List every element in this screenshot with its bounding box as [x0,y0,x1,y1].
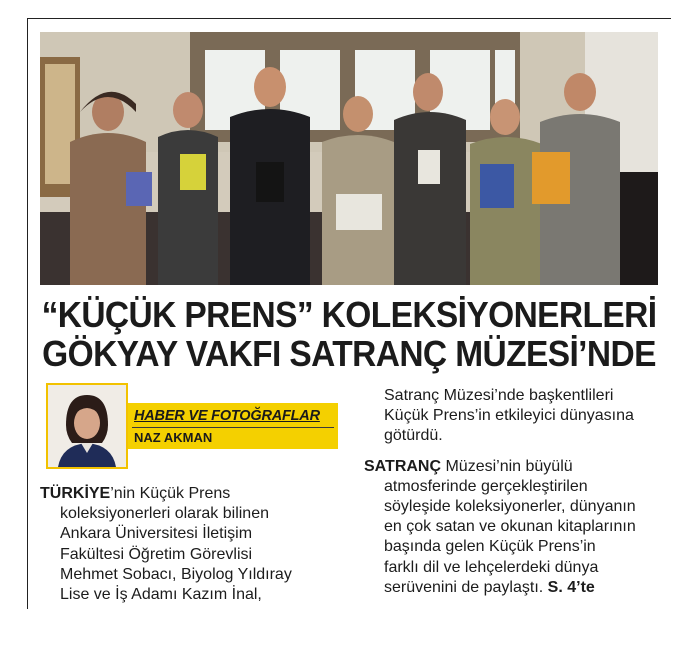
text-line: Fakültesi Öğretim Görevlisi [60,545,253,563]
headline-line-1: “KÜÇÜK PRENS” KOLEKSİYONERLERİ [41,295,657,336]
lead-word-left: TÜRKİYE [40,485,111,502]
text-line: ’nin Küçük Prens [110,485,231,502]
text-line: en çok satan ve okunan kitaplarının [384,518,636,536]
text-line: farklı dil ve lehçelerdeki dünya [384,558,599,576]
headline-line-2: GÖKYAY VAKFI SATRANÇ MÜZESİ’NDE [42,334,656,375]
text-line: Mehmet Sobacı, Biyolog Yıldıray [60,565,292,583]
author-portrait-icon [48,385,126,467]
byline [46,383,336,465]
text-line: serüvenini de paylaştı. [384,578,544,596]
text-line: Ankara Üniversitesi İletişim [60,525,253,543]
text-line: Müzesi’nin büyülü [441,457,573,475]
text-line: başında gelen Küçük Prens’in [384,538,596,556]
article-paragraph-right [364,457,664,477]
article-left-column [40,484,330,605]
text-line: atmosferinde gerçekleştirilen [384,477,588,495]
avatar [46,383,128,469]
byline-divider [132,427,334,428]
text-line: götürdü. [384,427,443,445]
text-line-last [364,578,664,598]
byline-author: NAZ AKMAN [134,430,213,445]
text-line: Satranç Müzesi’nde başkentlileri [384,387,614,404]
group-photo-icon [40,32,658,285]
text-line: Küçük Prens’in etkileyici dünyasına [384,407,634,425]
text-line: koleksiyonerleri olarak bilinen [60,505,269,523]
text-line: söyleşide koleksiyonerler, dünyanın [384,498,636,516]
lead-word-right: SATRANÇ [364,457,442,475]
article-paragraph-left [40,484,330,504]
news-photo [40,32,658,285]
continued-page-ref[interactable]: S. 4’te [547,578,595,596]
byline-label: HABER VE FOTOĞRAFLAR [134,408,320,424]
text-line: Lise ve İş Adamı Kazım İnal, [60,586,262,604]
article-right-column [364,386,664,598]
